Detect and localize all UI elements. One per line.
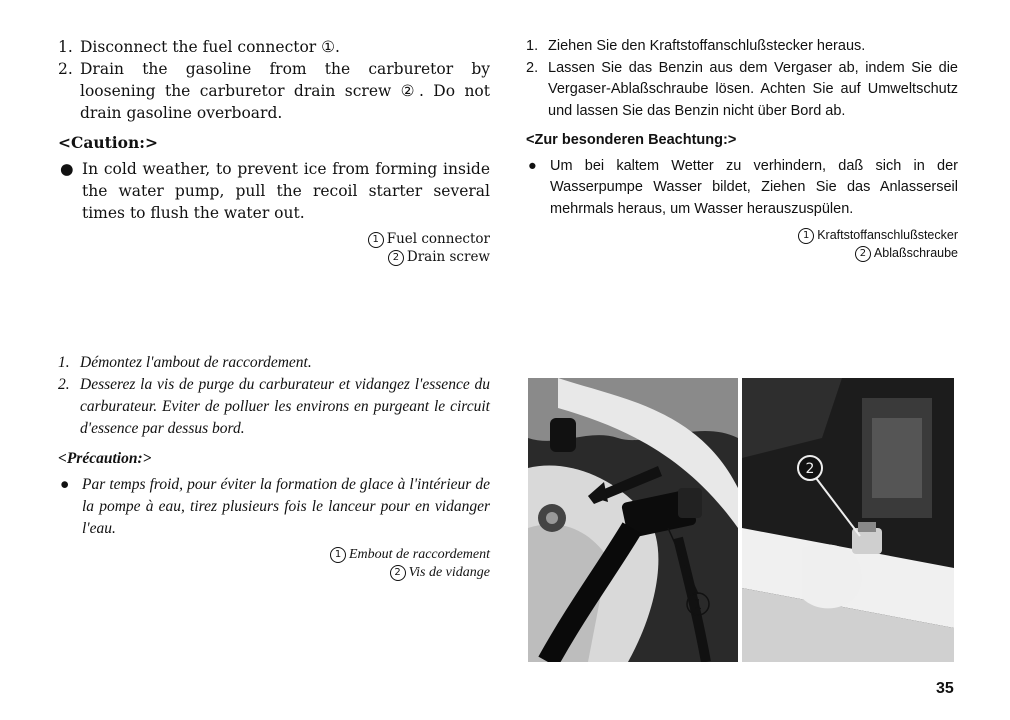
step-text: Ziehen Sie den Kraftstoffanschlußstecker heraus. xyxy=(548,38,866,54)
english-caution-heading: <Caution:> xyxy=(58,133,159,152)
step-number: 2. xyxy=(58,60,73,78)
french-caution-heading: <Précaution:> xyxy=(58,450,152,467)
step-number: 1. xyxy=(58,38,73,56)
german-caution-item xyxy=(526,156,958,221)
circled-number-icon: 1 xyxy=(798,228,814,244)
german-caution-heading: <Zur besonderen Beachtung:> xyxy=(526,132,737,148)
page-number: 35 xyxy=(936,680,954,697)
step-text: Lassen Sie das Benzin aus dem Vergaser ab, indem Sie die Vergaser-Ablaßschraube lösen. Achten Sie auf Umweltschutz und lassen Sie das Benzin nicht über Bord ab. xyxy=(548,59,958,119)
circled-number-icon: 2 xyxy=(855,246,871,262)
legend-item: 2 Ablaßschraube xyxy=(526,244,958,262)
german-steps xyxy=(526,36,958,122)
french-section xyxy=(58,352,490,582)
french-steps xyxy=(58,352,490,440)
legend-item: 1 Embout de raccordement xyxy=(58,546,490,564)
bullet-icon: ● xyxy=(528,157,537,174)
english-steps xyxy=(58,36,490,124)
english-legend xyxy=(58,230,490,266)
step-text: Démontez l'ambout de raccordement. xyxy=(80,354,312,371)
legend-item: 1 Kraftstoffanschlußstecker xyxy=(526,226,958,244)
legend-item: 2 Vis de vidange xyxy=(58,564,490,582)
bullet-icon: ● xyxy=(60,476,70,493)
step-text: Disconnect the fuel connector ①. xyxy=(80,38,340,56)
english-step-1 xyxy=(58,36,490,58)
german-legend xyxy=(526,226,958,262)
french-legend xyxy=(58,546,490,582)
french-step-2 xyxy=(58,374,490,440)
circled-number-icon: 2 xyxy=(390,565,406,581)
step-number: 2. xyxy=(526,59,539,76)
caution-text: In cold weather, to prevent ice from forming inside the water pump, pull the recoil starter several times to flush the water out. xyxy=(82,160,490,222)
step-number: 1. xyxy=(526,38,539,54)
drain-screw-illustration xyxy=(742,378,954,662)
german-section xyxy=(526,36,958,262)
fuel-connector-illustration xyxy=(528,378,738,662)
drain-screw-photo xyxy=(742,378,954,662)
english-step-2 xyxy=(58,58,490,124)
french-caution-item xyxy=(58,474,490,540)
german-step-2 xyxy=(526,58,958,123)
english-section xyxy=(58,36,490,266)
legend-item: 1 Fuel connector xyxy=(58,230,490,248)
bullet-icon: ● xyxy=(60,160,74,178)
german-step-1 xyxy=(526,36,958,58)
step-number: 1. xyxy=(58,354,70,371)
fuel-connector-photo xyxy=(528,378,738,662)
step-text: Drain the gasoline from the carburetor by loosening the carburetor drain screw ②. Do not drain gasoline overboard. xyxy=(80,60,490,122)
step-text: Desserez la vis de purge du carburateur et vidangez l'essence du carburateur. Eviter de polluer les environs en purgeant le circuit d'essence par dessus bord. xyxy=(80,376,490,437)
step-number: 2. xyxy=(58,376,70,393)
callout-2-label: 2 xyxy=(805,461,815,477)
circled-number-icon: 2 xyxy=(388,250,404,266)
circled-number-icon: 1 xyxy=(330,547,346,563)
french-step-1 xyxy=(58,352,490,374)
caution-text: Um bei kaltem Wetter zu verhindern, daß sich in der Wasserpumpe Wasser bildet, Ziehen Sie das Anlasserseil mehrmals heraus, um Wasser herauszuspülen. xyxy=(550,157,958,217)
legend-item: 2 Drain screw xyxy=(58,248,490,266)
circled-number-icon: 1 xyxy=(368,232,384,248)
caution-text: Par temps froid, pour éviter la formation de glace à l'intérieur de la pompe à eau, tirez plusieurs fois le lanceur pour en vidanger l'eau. xyxy=(82,476,490,537)
english-caution-item xyxy=(58,158,490,224)
callout-1-label: 1 xyxy=(693,598,703,613)
